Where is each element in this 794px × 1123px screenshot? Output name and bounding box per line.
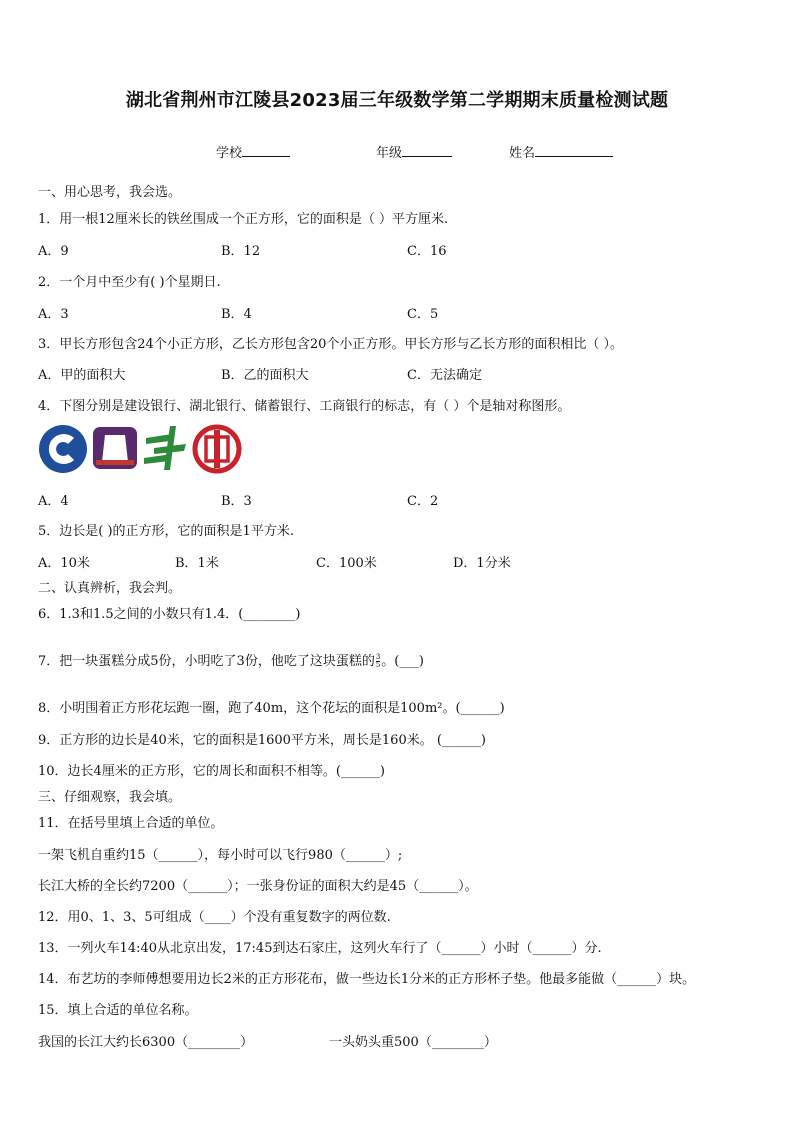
school-label: 学校 (216, 146, 243, 161)
question-5: 5．边长是( )的正方形，它的面积是1平方米. (38, 524, 294, 539)
school-field (216, 142, 290, 161)
q1-option-a[interactable]: A．9 (38, 244, 69, 259)
grade-label: 年级 (376, 146, 403, 161)
grade-field (376, 142, 452, 161)
q5-option-c[interactable]: C．100米 (316, 556, 377, 571)
question-2: 2．一个月中至少有( )个星期日. (38, 275, 221, 290)
question-4: 4．下图分别是建设银行、湖北银行、储蓄银行、工商银行的标志，有（ ）个是轴对称图形。 (38, 399, 571, 414)
hubei-bank-logo-icon (92, 424, 138, 472)
q2-option-c[interactable]: C．5 (407, 307, 439, 322)
question-1: 1．用一根12厘米长的铁丝围成一个正方形，它的面积是（ ）平方厘米. (38, 212, 449, 227)
q7-text: 7．把一块蛋糕分成5份，小明吃了3份，他吃了这块蛋糕的 (38, 654, 375, 669)
q11-line-2: 长江大桥的全长约7200（______）；一张身份证的面积大约是45（______）。 (38, 879, 478, 894)
q4-option-b[interactable]: B．3 (221, 494, 252, 509)
page-title: 湖北省荆州市江陵县2023届三年级数学第二学期期末质量检测试题 (125, 90, 669, 111)
q11-line-1: 一架飞机自重约15（______），每小时可以飞行980（______）; (38, 848, 403, 863)
q4-option-c[interactable]: C．2 (407, 494, 439, 509)
q7-answer: 。(___) (381, 654, 424, 669)
icbc-logo-icon (192, 424, 242, 474)
section-1-heading: 一、用心思考，我会选。 (38, 185, 182, 200)
postal-bank-logo-icon (142, 424, 190, 472)
question-11: 11．在括号里填上合适的单位。 (38, 816, 224, 831)
question-13: 13．一列火车14:40从北京出发，17:45到达石家庄，这列火车行了（______）小时（______）分. (38, 941, 602, 956)
school-blank[interactable] (242, 143, 290, 157)
q15-item-b: 一头奶头重500（________） (329, 1035, 497, 1050)
q5-option-b[interactable]: B．1米 (175, 556, 219, 571)
q3-option-a[interactable]: A．甲的面积大 (38, 368, 126, 383)
q5-option-a[interactable]: A．10米 (38, 556, 90, 571)
grade-blank[interactable] (402, 143, 452, 157)
question-8: 8．小明围着正方形花坛跑一圈，跑了40m，这个花坛的面积是100m²。(______) (38, 701, 505, 716)
question-15: 15．填上合适的单位名称。 (38, 1003, 198, 1018)
question-7 (38, 650, 424, 669)
q3-option-c[interactable]: C．无法确定 (407, 368, 482, 383)
q1-option-b[interactable]: B．12 (221, 244, 261, 259)
name-field (509, 142, 613, 161)
question-6: 6．1.3和1.5之间的小数只有1.4．(________) (38, 607, 301, 622)
q3-option-b[interactable]: B．乙的面积大 (221, 368, 309, 383)
section-2-heading: 二、认真辨析，我会判。 (38, 581, 182, 596)
q2-option-b[interactable]: B．4 (221, 307, 252, 322)
ccb-logo-icon (38, 424, 88, 474)
name-label: 姓名 (509, 146, 536, 161)
question-14: 14．布艺坊的李师傅想要用边长2米的正方形花布，做一些边长1分米的正方形杯子垫。他最多能做（______）块。 (38, 972, 696, 987)
name-blank[interactable] (535, 143, 613, 157)
q2-option-a[interactable]: A．3 (38, 307, 69, 322)
question-3: 3．甲长方形包含24个小正方形，乙长方形包含20个小正方形。甲长方形与乙长方形的面积相比（ ）。 (38, 337, 623, 352)
section-3-heading: 三、仔细观察，我会填。 (38, 790, 182, 805)
question-9: 9．正方形的边长是40米，它的面积是1600平方米，周长是160米。 (______) (38, 733, 486, 748)
question-10: 10．边长4厘米的正方形，它的周长和面积不相等。(______) (38, 764, 385, 779)
q4-option-a[interactable]: A．4 (38, 494, 69, 509)
question-12: 12．用0、1、3、5可组成（____）个没有重复数字的两位数. (38, 910, 391, 925)
q15-item-a: 我国的长江大约长6300（________） (38, 1035, 254, 1050)
q5-option-d[interactable]: D．1分米 (453, 556, 511, 571)
q1-option-c[interactable]: C．16 (407, 244, 447, 259)
q7-fraction: $\frac{3}{5}$ (375, 653, 381, 669)
